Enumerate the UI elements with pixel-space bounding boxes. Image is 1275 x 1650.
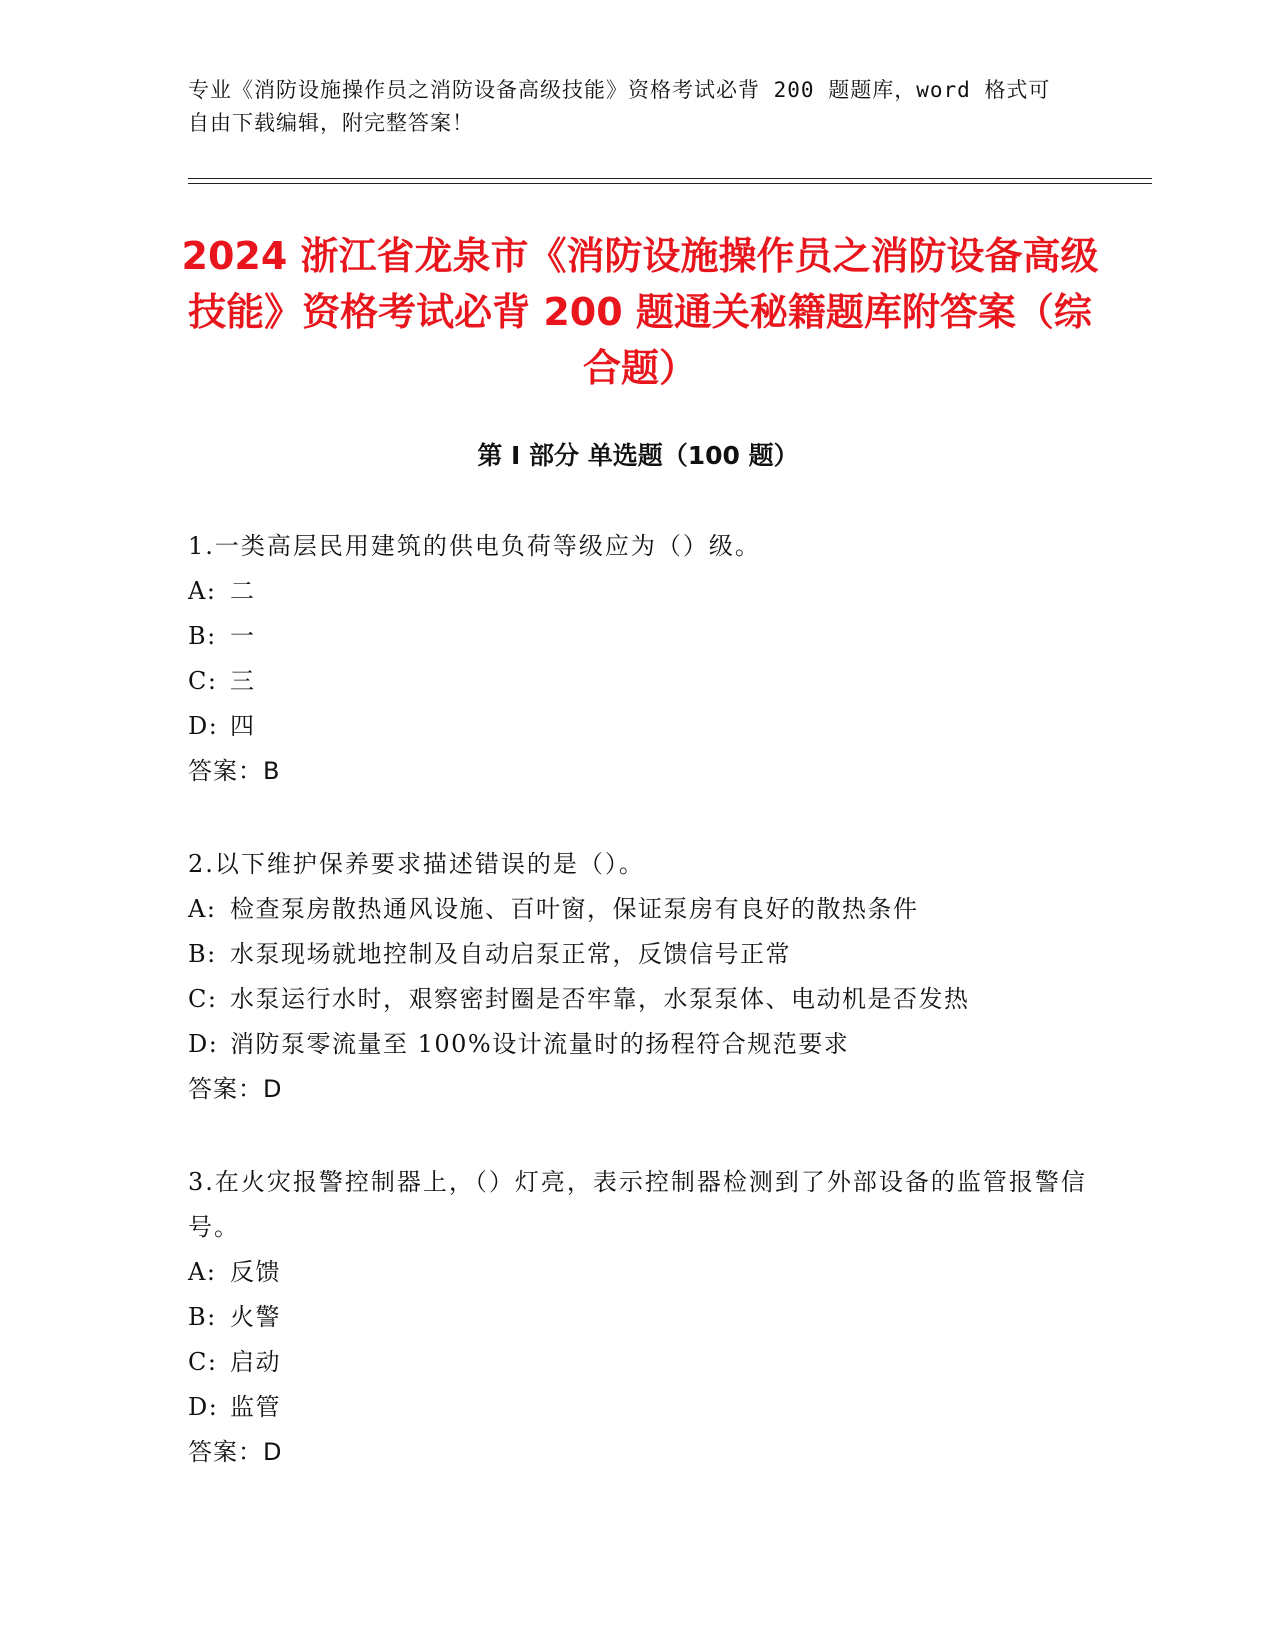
option-letter: D:	[188, 712, 219, 740]
option-b	[188, 1295, 1088, 1340]
option-letter: A:	[188, 577, 217, 605]
question-text: 2.以下维护保养要求描述错误的是（）。	[188, 850, 645, 878]
option-text: 二	[230, 577, 256, 605]
option-text: 三	[230, 667, 256, 695]
option-letter: C:	[188, 667, 218, 695]
option-text: 启动	[230, 1348, 281, 1376]
question-block	[188, 524, 1088, 794]
option-letter: B:	[188, 1303, 217, 1331]
question-text: 3.在火灾报警控制器上，（）灯亮，表示控制器检测到了外部设备的监管报警信号。	[188, 1168, 1087, 1241]
answer-line: 答案：D	[188, 1075, 283, 1103]
option-c	[188, 977, 1088, 1022]
option-letter: C:	[188, 1348, 218, 1376]
option-text: 火警	[230, 1303, 281, 1331]
answer-line: 答案：D	[188, 1438, 283, 1466]
option-a	[188, 569, 1088, 614]
section-title: 第 I 部分 单选题（100 题）	[477, 441, 799, 470]
option-a	[188, 1250, 1088, 1295]
option-b	[188, 932, 1088, 977]
option-text: 一	[230, 622, 256, 650]
option-text: 检查泵房散热通风设施、百叶窗，保证泵房有良好的散热条件	[230, 895, 919, 923]
question-text: 1.一类高层民用建筑的供电负荷等级应为（）级。	[188, 532, 761, 560]
option-d	[188, 1022, 1088, 1067]
option-letter: C:	[188, 985, 218, 1013]
header-rule-top	[188, 178, 1152, 179]
option-text: 消防泵零流量至 100%设计流量时的扬程符合规范要求	[230, 1030, 850, 1058]
option-text: 四	[230, 712, 256, 740]
answer-line: 答案：B	[188, 757, 281, 785]
header-rule-bottom	[188, 183, 1152, 184]
option-letter: D:	[188, 1393, 219, 1421]
document-title: 2024 浙江省龙泉市《消防设施操作员之消防设备高级技能》资格考试必背 200 题通关秘籍题库附答案（综合题）	[181, 234, 1099, 390]
option-letter: D:	[188, 1030, 219, 1058]
option-letter: B:	[188, 940, 217, 968]
option-text: 水泵运行水时，艰察密封圈是否牢靠，水泵泵体、电动机是否发热	[230, 985, 970, 1013]
option-d	[188, 1385, 1088, 1430]
question-block	[188, 1160, 1088, 1475]
option-text: 监管	[230, 1393, 281, 1421]
option-c	[188, 1340, 1088, 1385]
header-note: 专业《消防设施操作员之消防设备高级技能》资格考试必背 200 题题库，word 格式可自由下载编辑，附完整答案！	[188, 78, 1051, 135]
option-d	[188, 704, 1088, 749]
option-text: 反馈	[230, 1258, 281, 1286]
option-letter: A:	[188, 895, 217, 923]
option-b	[188, 614, 1088, 659]
option-letter: B:	[188, 622, 217, 650]
option-letter: A:	[188, 1258, 217, 1286]
option-text: 水泵现场就地控制及自动启泵正常，反馈信号正常	[230, 940, 791, 968]
question-block	[188, 842, 1088, 1112]
option-a	[188, 887, 1088, 932]
option-c	[188, 659, 1088, 704]
